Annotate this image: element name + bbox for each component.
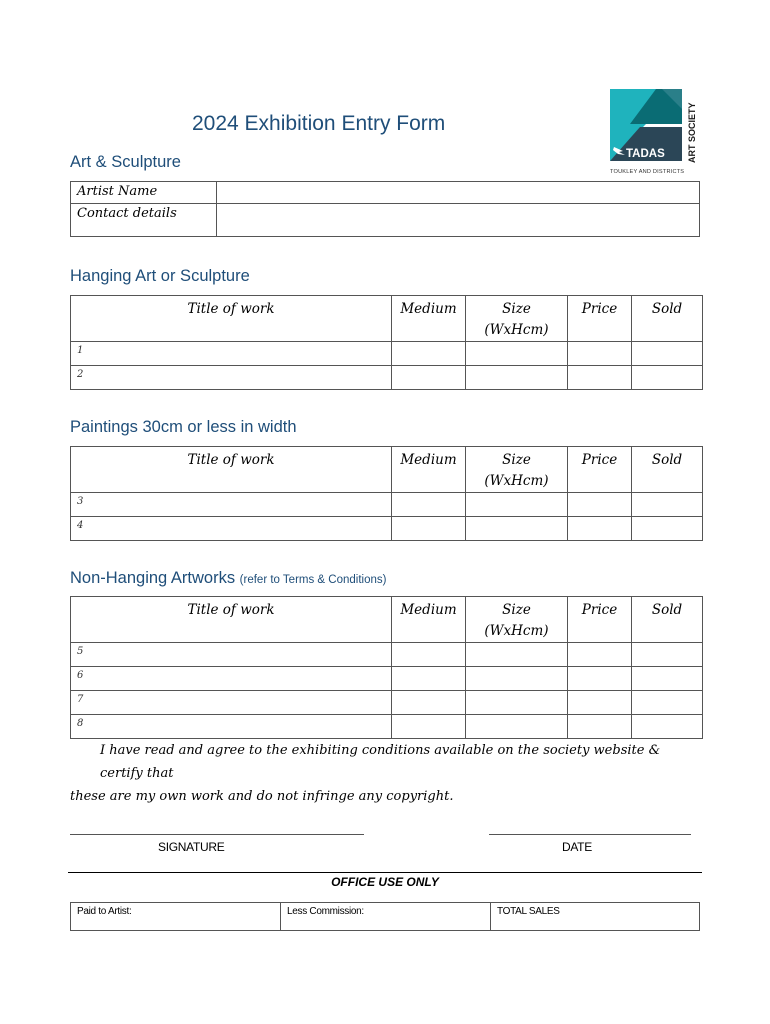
declaration-line1: I have read and agree to the exhibiting conditions available on the society website & certify that [100, 743, 661, 781]
signature-line[interactable] [70, 834, 364, 835]
table-row[interactable] [71, 366, 703, 390]
col-size-line1: Size [502, 602, 531, 618]
non-hanging-heading [70, 569, 386, 588]
logo-tagline: TOUKLEY AND DISTRICTS [610, 169, 685, 175]
less-commission-cell[interactable]: Less Commission: [281, 903, 491, 931]
col-medium: Medium [392, 296, 466, 342]
col-sold: Sold [632, 447, 703, 493]
date-label: DATE [562, 840, 592, 854]
office-divider [68, 872, 702, 873]
col-size-line2: (WxHcm) [484, 623, 549, 639]
contact-details-label: Contact details [71, 204, 217, 237]
col-size-line2: (WxHcm) [484, 322, 549, 338]
col-sold: Sold [632, 597, 703, 643]
row-number: 6 [71, 667, 392, 691]
table-row[interactable] [71, 493, 703, 517]
hanging-table [70, 295, 703, 390]
contact-details-row [71, 204, 700, 237]
col-price: Price [568, 597, 632, 643]
table-row[interactable] [71, 517, 703, 541]
col-medium: Medium [392, 597, 466, 643]
row-number: 7 [71, 691, 392, 715]
declaration-line2: these are my own work and do not infringe any copyright. [70, 789, 454, 804]
artist-name-field[interactable] [217, 182, 700, 204]
office-use-table [70, 902, 700, 931]
col-title-of-work: Title of work [71, 597, 392, 643]
row-number: 5 [71, 643, 392, 667]
col-size [466, 447, 568, 493]
paid-to-artist-cell[interactable]: Paid to Artist: [71, 903, 281, 931]
col-size-line1: Size [502, 452, 531, 468]
artist-details-table [70, 181, 700, 237]
table-row[interactable] [71, 667, 703, 691]
non-hanging-note: (refer to Terms & Conditions) [239, 574, 387, 586]
col-medium: Medium [392, 447, 466, 493]
office-use-heading: OFFICE USE ONLY [331, 875, 439, 889]
paintings-table [70, 446, 703, 541]
row-number: 3 [71, 493, 392, 517]
table-row[interactable] [71, 715, 703, 739]
art-sculpture-heading: Art & Sculpture [70, 153, 181, 171]
contact-details-field[interactable] [217, 204, 700, 237]
col-price: Price [568, 447, 632, 493]
col-size-line2: (WxHcm) [484, 473, 549, 489]
col-title-of-work: Title of work [71, 296, 392, 342]
table-row[interactable] [71, 643, 703, 667]
hanging-heading: Hanging Art or Sculpture [70, 267, 250, 285]
artist-name-row [71, 182, 700, 204]
table-header-row [71, 296, 703, 342]
table-header-row [71, 597, 703, 643]
date-line[interactable] [489, 834, 691, 835]
row-number: 8 [71, 715, 392, 739]
tadas-logo-graphic [610, 89, 700, 175]
col-sold: Sold [632, 296, 703, 342]
table-row[interactable] [71, 691, 703, 715]
non-hanging-title: Non-Hanging Artworks [70, 569, 236, 587]
paintings-heading: Paintings 30cm or less in width [70, 418, 297, 436]
table-row[interactable] [71, 342, 703, 366]
logo-vertical-text: ART SOCIETY [687, 102, 697, 163]
col-size [466, 597, 568, 643]
col-size-line1: Size [502, 301, 531, 317]
row-number: 4 [71, 517, 392, 541]
tadas-logo [610, 89, 700, 175]
signature-label: SIGNATURE [158, 840, 225, 854]
table-header-row [71, 447, 703, 493]
page-title: 2024 Exhibition Entry Form [192, 112, 446, 135]
col-price: Price [568, 296, 632, 342]
col-title-of-work: Title of work [71, 447, 392, 493]
total-sales-cell[interactable]: TOTAL SALES [491, 903, 700, 931]
row-number: 2 [71, 366, 392, 390]
logo-brand: TADAS [626, 148, 665, 160]
office-row [71, 903, 700, 931]
non-hanging-table [70, 596, 703, 739]
declaration [70, 739, 700, 808]
artist-name-label: Artist Name [71, 182, 217, 204]
row-number: 1 [71, 342, 392, 366]
col-size [466, 296, 568, 342]
